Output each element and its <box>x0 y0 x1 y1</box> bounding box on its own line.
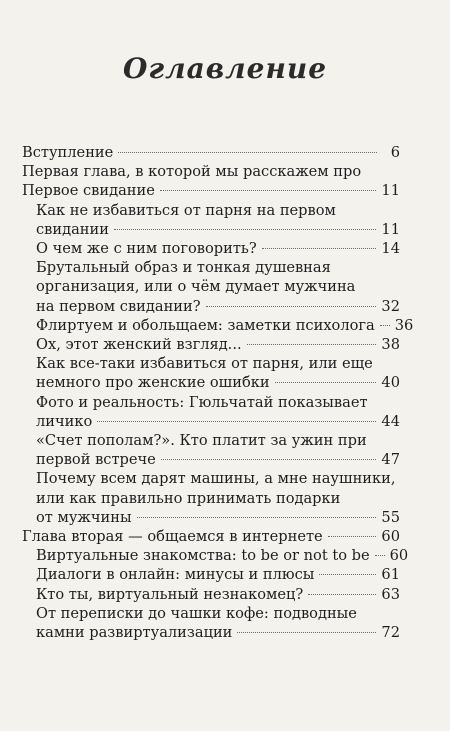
dot-leader <box>319 574 376 575</box>
toc-entry-title-line: Флиртуем и обольщаем: заметки психолога <box>36 316 375 334</box>
toc-entry-last-line <box>36 508 400 527</box>
toc-entry <box>22 201 400 239</box>
toc-entry-last-line <box>36 220 400 239</box>
toc-entry-title-line: Первое свидание <box>22 182 155 200</box>
dot-leader <box>262 248 377 249</box>
toc-entry-title-line: Вступление <box>22 144 114 161</box>
toc-entry <box>22 585 400 604</box>
page-number: 61 <box>381 566 400 584</box>
toc-entry <box>22 354 400 392</box>
toc-entry <box>22 469 400 527</box>
toc-entry-title-line: Брутальный образ и тонкая душевная <box>36 259 331 277</box>
toc-entry-last-line <box>36 585 400 604</box>
toc-entry-title-line: организация, или о чём думает мужчина <box>36 278 356 296</box>
page-number: 44 <box>381 412 400 430</box>
toc-entry-last-line <box>36 239 400 258</box>
toc-entry-last-line <box>36 546 409 565</box>
page-number: 11 <box>381 220 400 238</box>
page-number: 60 <box>389 547 409 565</box>
toc-entry-last-line <box>36 450 400 469</box>
dot-leader <box>160 190 377 191</box>
toc-entry-title-line: Первая глава, в которой мы расскажем про <box>22 163 362 181</box>
toc-entry-title-line: личико <box>36 412 93 430</box>
toc-entry-title-line: от мужчины <box>36 508 132 526</box>
page-number: 63 <box>381 585 400 603</box>
toc-entry <box>22 431 400 469</box>
dot-leader <box>308 594 376 595</box>
toc-entry-title-line: От переписки до чашки кофе: подводные <box>36 604 357 622</box>
dot-leader <box>375 555 385 556</box>
dot-leader <box>114 229 376 230</box>
toc-entry-title-line: или как правильно принимать подарки <box>36 489 341 507</box>
toc-entry-last-line <box>36 623 400 642</box>
page-number: 32 <box>381 297 400 315</box>
page-number: 6 <box>390 144 400 161</box>
toc-entry-last-line <box>22 181 400 200</box>
toc-entry-title-line: на первом свидании? <box>36 297 201 315</box>
toc-entry-last-line <box>36 316 414 335</box>
dot-leader <box>161 459 377 460</box>
page-number: 11 <box>381 182 400 200</box>
toc-entry-last-line <box>22 143 400 162</box>
page-number: 38 <box>381 336 400 354</box>
toc-entry-title-line: Как не избавиться от парня на первом <box>36 201 336 219</box>
toc-entry <box>22 604 400 642</box>
toc-entry-title-line: Виртуальные знакомства: to be or not to be <box>36 547 370 565</box>
toc-entry-last-line <box>36 412 400 431</box>
toc-title: Оглавление <box>122 52 328 85</box>
toc-entry-last-line <box>36 565 400 584</box>
toc-entry-title-line: камни развиртуализации <box>36 624 233 642</box>
dot-leader <box>247 344 377 345</box>
toc-entry-title-line: Как все-таки избавиться от парня, или еще <box>36 355 373 373</box>
toc-entry <box>22 239 400 258</box>
toc-entry-title-line: Почему всем дарят машины, а мне наушники, <box>36 470 396 488</box>
dot-leader <box>118 152 377 153</box>
toc-entry-title-line: немного про женские ошибки <box>36 374 270 392</box>
toc-entry <box>22 335 400 354</box>
dot-leader <box>328 536 377 537</box>
toc-entry <box>22 258 400 316</box>
toc-entry <box>22 143 400 162</box>
page-number: 72 <box>381 624 400 642</box>
toc-entry-title-line: свидании <box>36 220 109 238</box>
page-number: 40 <box>381 374 400 392</box>
toc-entry-title-line: Кто ты, виртуальный незнакомец? <box>36 585 304 603</box>
toc-entry <box>22 316 414 335</box>
page-number: 36 <box>394 316 414 334</box>
page-number: 60 <box>381 528 400 546</box>
toc-entry-last-line <box>36 335 400 354</box>
page-number: 14 <box>381 240 400 258</box>
dot-leader <box>137 517 377 518</box>
toc-entry-title-line: первой встрече <box>36 451 156 469</box>
dot-leader <box>237 632 376 633</box>
dot-leader <box>206 306 377 307</box>
dot-leader <box>97 421 376 422</box>
page-number: 55 <box>381 508 400 526</box>
toc-entry <box>22 546 409 565</box>
dot-leader <box>275 382 377 383</box>
toc-entry-title-line: О чем же с ним поговорить? <box>36 240 257 258</box>
toc-entry <box>22 162 400 200</box>
toc-entry-last-line <box>22 527 400 546</box>
dot-leader <box>380 325 390 326</box>
toc-entry-title-line: Глава вторая — общаемся в интернете <box>22 528 323 546</box>
toc-entry-title-line: Ох, этот женский взгляд... <box>36 336 242 354</box>
page-number: 47 <box>381 451 400 469</box>
toc-entry <box>22 393 400 431</box>
toc-entry <box>22 565 400 584</box>
table-of-contents <box>22 143 414 642</box>
toc-entry-title-line: Фото и реальность: Гюльчатай показывает <box>36 393 368 411</box>
toc-entry-title-line: «Счет пополам?». Кто платит за ужин при <box>36 432 367 450</box>
toc-entry-title-line: Диалоги в онлайн: минусы и плюсы <box>36 566 315 584</box>
toc-entry <box>22 527 400 546</box>
toc-entry-last-line <box>36 297 400 316</box>
toc-entry-last-line <box>36 373 400 392</box>
